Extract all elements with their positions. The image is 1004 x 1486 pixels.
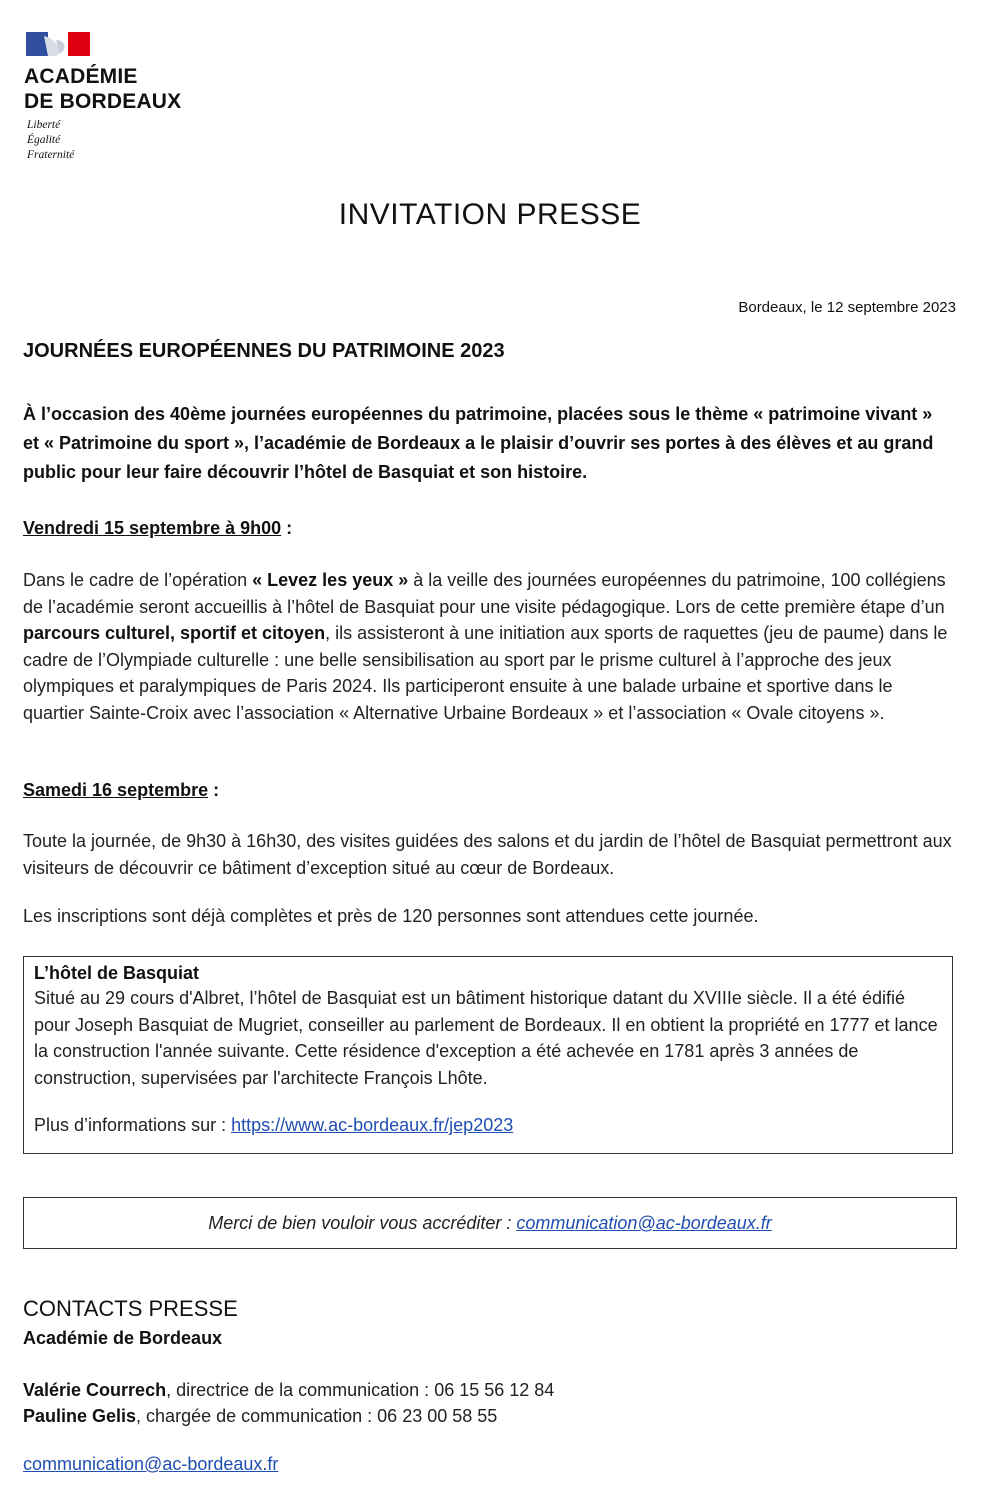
saturday-heading-suffix: :	[208, 780, 220, 800]
info-box-text: Situé au 29 cours d'Albret, l’hôtel de Basquiat est un bâtiment historique datant du XVIIIe siècle. Il a été édifié pour Joseph Basquiat de Mugriet, conseiller au parlement de Bordeaux. Il en obtient la propriété en 1777 et lance la construction l'année suivante. Cette résidence d'exception a été achevée en 1781 après 3 années de construction, supervisées par l'architecte François Lhôte.	[34, 988, 938, 1088]
saturday-paragraph-2: Les inscriptions sont déjà complètes et près de 120 personnes sont attendues cette journée.	[23, 906, 759, 926]
contact-role: , directrice de la communication : 06 15 56 12 84	[166, 1380, 555, 1400]
friday-heading-text: Vendredi 15 septembre à 9h00	[23, 518, 282, 538]
friday-paragraph	[23, 567, 958, 726]
contacts-email-link[interactable]: communication@ac-bordeaux.fr	[23, 1454, 279, 1474]
contacts-heading: CONTACTS PRESSE	[23, 1296, 238, 1321]
contact-name: Valérie Courrech	[23, 1380, 167, 1400]
marianne-flag-logo	[26, 32, 90, 56]
accreditation-box	[23, 1197, 957, 1249]
republic-motto	[27, 118, 74, 163]
friday-bold-parcours: parcours culturel, sportif et citoyen	[23, 623, 326, 643]
friday-heading-suffix: :	[281, 518, 293, 538]
motto-egalite: Égalité	[27, 134, 61, 146]
logo-wordmark	[24, 64, 181, 114]
logo-line-1: ACADÉMIE	[24, 65, 138, 88]
friday-heading	[23, 518, 292, 539]
motto-liberte: Liberté	[27, 119, 61, 131]
saturday-paragraph-1: Toute la journée, de 9h30 à 16h30, des visites guidées des salons et du jardin de l’hôtel de Basquiat permettront aux visiteurs de découvrir ce bâtiment d’exception situé au cœur de Bordeaux.	[23, 831, 952, 878]
document-title: INVITATION PRESSE	[338, 198, 642, 231]
info-box-more	[34, 1112, 942, 1138]
friday-bold-operation: « Levez les yeux »	[252, 570, 409, 590]
contact-name: Pauline Gelis	[23, 1406, 137, 1426]
friday-text-3: , ils assisteront à une initiation aux sports de raquettes (jeu de paume) dans le cadre de l’Olympiade culturelle : une belle sensibilisation au sport par le prisme culturel à l’approche des jeux olympiques et paralympiques de Paris 2024. Ils participeront ensuite à une balade urbaine et sportive dans le quartier Sainte-Croix avec l’association « Alternative Urbaine Bordeaux » et l’association « Ovale citoyens ».	[23, 623, 948, 723]
logo-line-2: DE BORDEAUX	[24, 90, 182, 113]
contacts-organization: Académie de Bordeaux	[23, 1328, 223, 1348]
friday-text-1: Dans le cadre de l’opération	[23, 570, 253, 590]
motto-fraternite: Fraternité	[27, 149, 75, 161]
saturday-heading	[23, 780, 219, 801]
info-box-title: L’hôtel de Basquiat	[34, 963, 200, 983]
friday-text-2: à la veille des journées européennes du patrimoine, 100 collégiens de l’académie seront accueillis à l’hôtel de Basquiat pour une visite pédagogique. Lors de cette première étape d’un	[23, 570, 946, 617]
main-heading: JOURNÉES EUROPÉENNES DU PATRIMOINE 2023	[23, 340, 505, 362]
saturday-heading-text: Samedi 16 septembre	[23, 780, 209, 800]
accreditation-label: Merci de bien vouloir vous accréditer :	[208, 1213, 517, 1233]
contact-role: , chargée de communication : 06 23 00 58 55	[136, 1406, 498, 1426]
accreditation-email-link[interactable]: communication@ac-bordeaux.fr	[516, 1213, 772, 1233]
jep2023-link[interactable]: https://www.ac-bordeaux.fr/jep2023	[231, 1115, 514, 1135]
basquiat-info-box	[23, 956, 953, 1154]
more-info-label: Plus d’informations sur :	[34, 1115, 232, 1135]
intro-paragraph: À l’occasion des 40ème journées européennes du patrimoine, placées sous le thème « patrimoine vivant » et « Patrimoine du sport », l’académie de Bordeaux a le plaisir d’ouvrir ses portes à des élèves et au grand public pour leur faire découvrir l’hôtel de Basquiat et son histoire.	[23, 404, 934, 482]
contact-person	[23, 1380, 554, 1401]
document-date: Bordeaux, le 12 septembre 2023	[738, 299, 956, 316]
contact-person	[23, 1406, 497, 1427]
